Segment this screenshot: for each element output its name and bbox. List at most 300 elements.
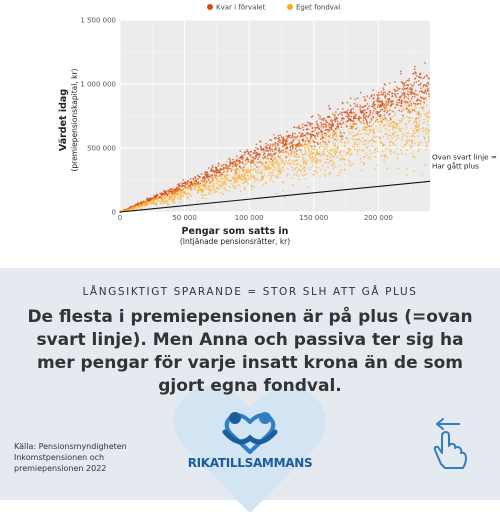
data-point [238,178,240,180]
data-point [205,183,207,185]
data-point [200,182,202,184]
data-point [280,150,282,152]
data-point [349,118,351,120]
data-point [406,149,408,151]
data-point [347,140,349,142]
data-point [324,135,326,137]
data-point [224,188,226,190]
data-point [237,184,239,186]
data-point [410,127,412,129]
data-point [288,154,290,156]
data-point [427,120,429,122]
data-point [213,183,215,185]
data-point [265,182,267,184]
data-point [425,89,427,91]
data-point [318,125,320,127]
data-point [409,117,411,119]
data-point [240,162,242,164]
data-point [179,189,181,191]
data-point [318,154,320,156]
data-point [374,107,376,109]
data-point [230,161,232,163]
data-point [318,114,320,116]
data-point [418,76,420,78]
data-point [390,117,392,119]
data-point [363,112,365,114]
data-point [418,124,420,126]
data-point [412,156,414,158]
data-point [373,94,375,96]
data-point [221,175,223,177]
data-point [417,126,419,128]
data-point [404,84,406,86]
data-point [384,96,386,98]
data-point [306,153,308,155]
data-point [413,130,415,132]
data-point [182,179,184,181]
data-point [378,131,380,133]
data-point [350,108,352,110]
data-point [206,175,208,177]
data-point [319,175,321,177]
data-point [373,136,375,138]
data-point [378,92,380,94]
data-point [262,178,264,180]
data-point [404,103,406,105]
data-point [371,139,373,141]
data-point [296,127,298,129]
data-point [368,141,370,143]
data-point [385,110,387,112]
data-point [414,96,416,98]
data-point [322,118,324,120]
data-point [164,201,166,203]
swipe-left-hand-icon[interactable] [425,418,475,470]
data-point [284,196,286,198]
data-point [203,194,205,196]
y-axis-subtitle: (premiepensionskapital, kr) [70,68,79,172]
y-tick-label: 500 000 [87,144,116,153]
data-point [369,149,371,151]
data-point [343,121,345,123]
data-point [371,126,373,128]
data-point [398,110,400,112]
data-point [277,141,279,143]
data-point [283,145,285,147]
data-point [148,200,150,202]
data-point [401,118,403,120]
data-point [195,179,197,181]
data-point [340,133,342,135]
data-point [227,166,229,168]
data-point [332,164,334,166]
data-point [347,102,349,104]
data-point [384,83,386,85]
data-point [188,193,190,195]
data-point [285,157,287,159]
data-point [282,151,284,153]
data-point [283,151,285,153]
data-point [392,95,394,97]
data-point [428,95,430,97]
data-point [381,91,383,93]
data-point [385,157,387,159]
data-point [383,162,385,164]
data-point [403,86,405,88]
data-point [417,135,419,137]
data-point [165,197,167,199]
data-point [233,178,235,180]
data-point [357,127,359,129]
data-point [219,184,221,186]
data-point [319,159,321,161]
data-point [284,163,286,165]
data-point [237,172,239,174]
data-point [278,152,280,154]
data-point [417,100,419,102]
data-point [307,121,309,123]
data-point [168,199,170,201]
data-point [395,144,397,146]
data-point [304,160,306,162]
data-point [290,137,292,139]
data-point [247,172,249,174]
data-point [274,163,276,165]
data-point [248,170,250,172]
data-point [429,116,431,118]
data-point [222,187,224,189]
data-point [239,176,241,178]
data-point [401,139,403,141]
data-point [287,168,289,170]
data-point [424,114,426,116]
data-point [177,190,179,192]
data-point [411,152,413,154]
data-point [366,130,368,132]
data-point [204,178,206,180]
data-point [294,160,296,162]
data-point [419,74,421,76]
data-point [282,170,284,172]
data-point [413,132,415,134]
data-point [423,98,425,100]
data-point [424,76,426,78]
data-point [320,143,322,145]
data-point [359,106,361,108]
data-point [276,159,278,161]
data-point [281,142,283,144]
data-point [356,144,358,146]
data-point [309,123,311,125]
data-point [408,133,410,135]
data-point [420,107,422,109]
data-point [266,162,268,164]
data-point [423,119,425,121]
data-point [414,136,416,138]
data-point [327,167,329,169]
data-point [302,175,304,177]
data-point [407,84,409,86]
data-point [320,155,322,157]
data-point [227,180,229,182]
source-line: Källa: Pensionsmyndigheten [14,442,127,451]
data-point [158,197,160,199]
data-point [359,140,361,142]
data-point [286,141,288,143]
data-point [197,184,199,186]
data-point [342,159,344,161]
caption-panel [0,268,500,500]
data-point [276,177,278,179]
data-point [354,115,356,117]
data-point [285,139,287,141]
data-point [279,172,281,174]
data-point [128,209,130,211]
data-point [310,158,312,160]
data-point [415,71,417,73]
data-point [304,171,306,173]
data-point [383,87,385,89]
data-point [406,80,408,82]
data-point [413,121,415,123]
data-point [353,163,355,165]
data-point [278,163,280,165]
data-point [340,158,342,160]
data-point [212,170,214,172]
data-point [378,98,380,100]
data-point [359,105,361,107]
data-point [354,103,356,105]
data-point [153,195,155,197]
data-point [189,186,191,188]
data-point [426,99,428,101]
two-people-heart-icon [185,408,315,456]
data-point [194,189,196,191]
data-point [276,161,278,163]
data-point [392,137,394,139]
data-point [398,167,400,169]
data-point [353,123,355,125]
data-point [378,115,380,117]
data-point [239,174,241,176]
data-point [428,83,430,85]
data-point [428,78,430,80]
data-point [277,170,279,172]
data-point [265,157,267,159]
data-point [371,145,373,147]
data-point [202,180,204,182]
data-point [252,152,254,154]
data-point [216,170,218,172]
data-point [381,122,383,124]
data-point [287,156,289,158]
data-point [386,93,388,95]
data-point [409,113,411,115]
data-point [268,161,270,163]
data-point [415,81,417,83]
data-point [362,128,364,130]
data-point [268,153,270,155]
data-point [420,103,422,105]
data-point [268,174,270,176]
data-point [147,205,149,207]
data-point [174,197,176,199]
data-point [165,201,167,203]
data-point [216,188,218,190]
data-point [230,169,232,171]
data-point [272,145,274,147]
data-point [272,172,274,174]
data-point [410,147,412,149]
data-point [352,108,354,110]
data-point [401,152,403,154]
data-point [408,96,410,98]
data-point [250,151,252,153]
data-point [265,146,267,148]
data-point [390,141,392,143]
data-point [361,112,363,114]
data-point [427,123,429,125]
data-point [384,116,386,118]
data-point [238,167,240,169]
data-point [208,185,210,187]
data-point [310,167,312,169]
data-point [226,161,228,163]
data-point [277,167,279,169]
data-point [394,93,396,95]
data-point [393,88,395,90]
data-point [272,159,274,161]
data-point [398,123,400,125]
data-point [362,107,364,109]
data-point [234,185,236,187]
data-point [422,127,424,129]
data-point [399,97,401,99]
data-point [266,166,268,168]
data-point [305,125,307,127]
data-point [303,129,305,131]
data-point [286,145,288,147]
data-point [359,130,361,132]
data-point [191,187,193,189]
data-point [382,117,384,119]
data-point [240,156,242,158]
data-point [388,125,390,127]
data-point [374,168,376,170]
data-point [177,187,179,189]
data-point [396,148,398,150]
data-point [247,175,249,177]
data-point [283,144,285,146]
data-point [308,186,310,188]
data-point [416,112,418,114]
data-point [348,116,350,118]
data-point [402,115,404,117]
data-point [418,84,420,86]
data-point [363,96,365,98]
data-point [347,109,349,111]
data-point [258,166,260,168]
data-point [326,122,328,124]
data-point [363,117,365,119]
data-point [409,139,411,141]
data-point [275,138,277,140]
data-point [360,161,362,163]
data-point [250,176,252,178]
data-point [325,129,327,131]
data-point [220,164,222,166]
data-point [260,179,262,181]
data-point [229,187,231,189]
data-point [214,175,216,177]
data-point [391,93,393,95]
data-point [302,154,304,156]
data-point [293,126,295,128]
data-point [319,147,321,149]
data-point [324,146,326,148]
data-point [291,167,293,169]
data-point [363,143,365,145]
data-point [187,186,189,188]
data-point [250,169,252,171]
data-point [363,119,365,121]
data-point [278,165,280,167]
data-point [261,164,263,166]
data-point [223,167,225,169]
data-point [410,103,412,105]
data-point [265,163,267,165]
data-point [382,104,384,106]
data-point [367,155,369,157]
data-point [308,142,310,144]
data-point [363,123,365,125]
data-point [357,146,359,148]
data-point [235,163,237,165]
data-point [190,195,192,197]
data-point [366,95,368,97]
data-point [372,137,374,139]
data-point [397,137,399,139]
data-point [145,202,147,204]
data-point [380,142,382,144]
data-point [243,168,245,170]
data-point [294,133,296,135]
data-point [254,168,256,170]
data-point [404,135,406,137]
data-point [382,151,384,153]
data-point [401,110,403,112]
data-point [415,133,417,135]
data-point [375,137,377,139]
data-point [274,157,276,159]
x-tick-label: 50 000 [172,214,197,222]
data-point [357,139,359,141]
data-point [131,207,133,209]
data-point [414,143,416,145]
data-point [352,138,354,140]
data-point [233,164,235,166]
data-point [379,138,381,140]
data-point [279,157,281,159]
data-point [292,177,294,179]
data-point [147,202,149,204]
data-point [397,153,399,155]
data-point [382,94,384,96]
data-point [283,141,285,143]
data-point [310,125,312,127]
data-point [171,195,173,197]
data-point [324,175,326,177]
